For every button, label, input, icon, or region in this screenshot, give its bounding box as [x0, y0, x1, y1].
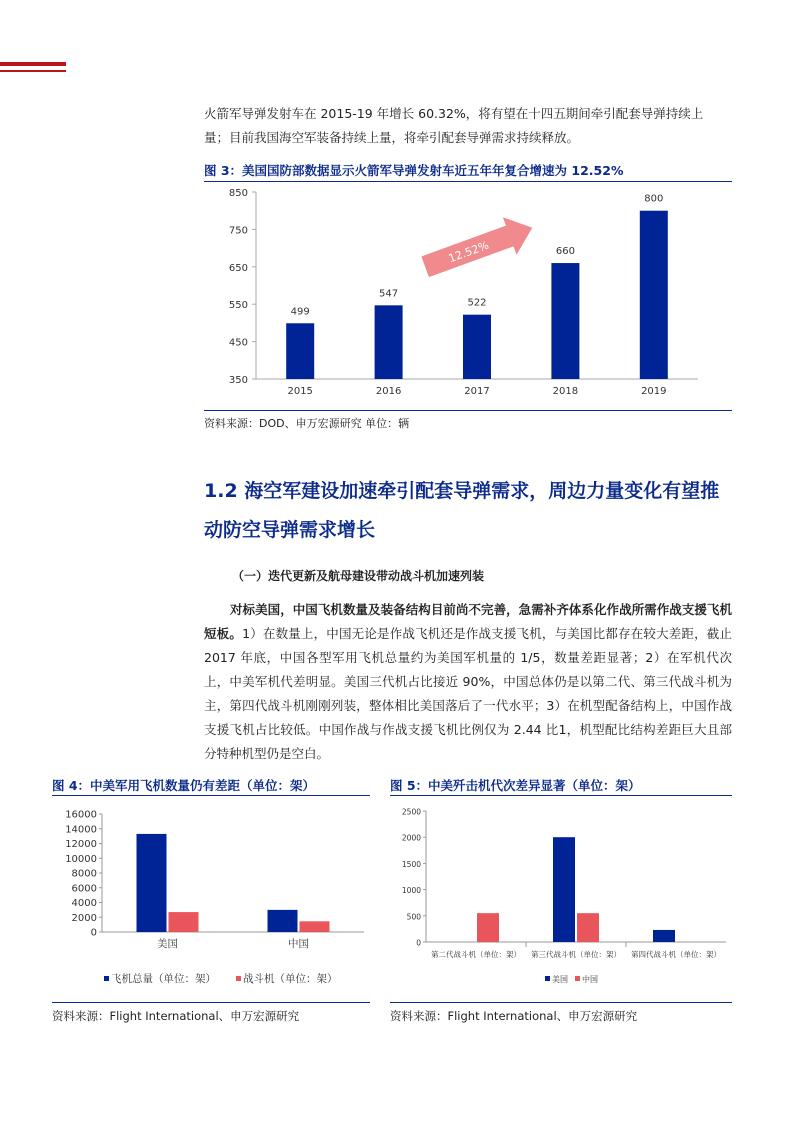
fig4-legend-swatch: [236, 976, 241, 981]
figure4-title-rule: [52, 795, 370, 796]
fig4-y-tick-label: 4000: [71, 898, 97, 909]
fig5-y-tick-label: 500: [406, 912, 421, 922]
fig3-data-label: 499: [290, 306, 310, 318]
fig4-x-tick-label: 美国: [157, 938, 178, 950]
fig3-data-label: 522: [467, 297, 487, 309]
fig5-legend-label: 美国: [552, 975, 568, 984]
fig3-x-tick-label: 2015: [287, 386, 313, 397]
fig3-bar: [551, 263, 579, 379]
growth-arrow: [418, 209, 539, 286]
intro-line-2: 量；目前我国海空军装备持续上量，将牵引配套导弹需求持续释放。: [204, 130, 580, 145]
fig3-data-label: 660: [555, 246, 575, 258]
fig5-x-tick-label: 第三代战斗机（单位：架）: [531, 950, 621, 959]
fig5-legend-swatch: [545, 976, 550, 981]
fig4-bar: [137, 834, 167, 932]
figure5-title: 图 5：中美歼击机代次差异显著（单位：架）: [390, 778, 641, 793]
fig4-legend-swatch: [104, 976, 109, 981]
body-paragraph: [204, 598, 732, 766]
fig3-data-label: 547: [379, 288, 399, 300]
fig3-x-tick-label: 2017: [464, 386, 490, 397]
fig4-y-tick-label: 16000: [65, 809, 97, 821]
fig3-y-tick-label: 850: [228, 188, 248, 199]
figure5-title-rule: [390, 795, 732, 796]
figure3-title: 图 3：美国国防部数据显示火箭军导弹发射车近五年年复合增速为 12.52%: [204, 163, 624, 178]
header-accent-bar: [0, 62, 66, 66]
fig5-legend-label: 中国: [582, 975, 598, 984]
figure3-title-rule: [204, 181, 732, 182]
fig3-bar: [640, 211, 668, 379]
header-accent-line: [0, 70, 66, 72]
subsection-heading: （一）迭代更新及航母建设带动战斗机加速列装: [232, 569, 485, 583]
fig4-y-tick-label: 2000: [71, 912, 97, 924]
figure4-source: 资料来源：Flight International、申万宏源研究: [52, 1009, 300, 1023]
figure3-bottom-rule: [204, 410, 732, 411]
fig4-y-tick-label: 8000: [71, 868, 97, 880]
figure3-source: 资料来源：DOD、申万宏源研究 单位：辆: [204, 417, 410, 430]
figure3-chart: [204, 184, 732, 406]
figure5-bottom-rule: [390, 1002, 732, 1003]
fig4-bar: [268, 910, 298, 932]
fig3-y-tick-label: 450: [228, 337, 248, 349]
fig3-bar: [286, 323, 314, 379]
fig3-bar: [375, 305, 403, 379]
fig3-x-tick-label: 2016: [375, 386, 402, 397]
fig4-y-tick-label: 6000: [71, 883, 97, 895]
fig4-x-tick-label: 中国: [288, 938, 309, 950]
fig4-y-tick-label: 0: [90, 927, 97, 939]
fig5-y-tick-label: 2500: [401, 807, 421, 817]
fig4-legend-label: 战斗机（单位：架）: [243, 973, 338, 985]
section-heading-line-2: 动防空导弹需求增长: [204, 519, 376, 541]
fig5-y-tick-label: 1500: [401, 859, 421, 869]
fig3-x-tick-label: 2019: [641, 386, 667, 397]
fig3-x-tick-label: 2018: [552, 386, 579, 397]
fig5-bar: [477, 913, 499, 942]
figure4-chart: [52, 800, 370, 998]
fig5-x-tick-label: 第四代战斗机（单位：架）: [631, 950, 721, 959]
intro-paragraph: [204, 102, 732, 150]
fig3-y-tick-label: 550: [228, 300, 248, 312]
fig5-bar: [653, 930, 675, 942]
fig5-y-tick-label: 0: [416, 938, 421, 948]
growth-arrow-label: 12.52%: [446, 238, 491, 266]
fig3-bar: [463, 315, 491, 379]
figure5-source: 资料来源：Flight International、申万宏源研究: [390, 1009, 638, 1023]
fig5-y-tick-label: 2000: [401, 833, 421, 843]
fig3-y-tick-label: 750: [228, 225, 248, 237]
fig4-y-tick-label: 10000: [65, 853, 97, 865]
fig5-y-tick-label: 1000: [401, 886, 421, 896]
fig3-y-tick-label: 650: [228, 262, 248, 274]
intro-line-1: 火箭军导弹发射车在 2015-19 年增长 60.32%，将有望在十四五期间牵引配套导弹持续上: [204, 106, 704, 121]
section-heading-line-1: 1.2 海空军建设加速牵引配套导弹需求，周边力量变化有望推: [204, 480, 720, 502]
body-paragraph-lead: 对标美国，中国飞机数量及装备结构目前尚不完善，急需补齐体系化作战所需作战支援飞机短板。: [204, 602, 732, 641]
fig4-bar: [169, 912, 199, 932]
body-paragraph-text: 1）在数量上，中国无论是作战飞机还是作战支援飞机，与美国比都存在较大差距，截止 2017 年底，中国各型军用飞机总量约为美国军机量的 1/5，数量差距显著；2）在军机代次上，中美军机代差明显。美国三代机占比接近 90%，中国总体仍是以第二代、第三代战斗机为主，第四代战斗机刚刚列装，整体相比美国落后了一代水平；3）在机型配备结构上，中国作战支援飞机占比较低。中国作战与作战支援飞机比例仅为 2.44 比1，机型配比结构差距巨大且部分特种机型仍是空白。: [204, 626, 732, 761]
figure4-bottom-rule: [52, 1002, 370, 1003]
figure5-chart: [390, 800, 732, 998]
fig5-bar: [577, 913, 599, 942]
fig4-legend-label: 飞机总量（单位：架）: [111, 973, 216, 985]
fig5-bar: [553, 837, 575, 942]
fig4-bar: [300, 921, 330, 932]
fig4-y-tick-label: 12000: [65, 839, 97, 850]
fig3-y-tick-label: 350: [228, 375, 248, 386]
figure4-title: 图 4：中美军用飞机数量仍有差距（单位：架）: [52, 778, 316, 793]
fig3-data-label: 800: [644, 193, 664, 205]
fig5-legend-swatch: [575, 976, 580, 981]
fig5-x-tick-label: 第二代战斗机（单位：架）: [431, 950, 521, 959]
fig4-y-tick-label: 14000: [65, 824, 97, 836]
